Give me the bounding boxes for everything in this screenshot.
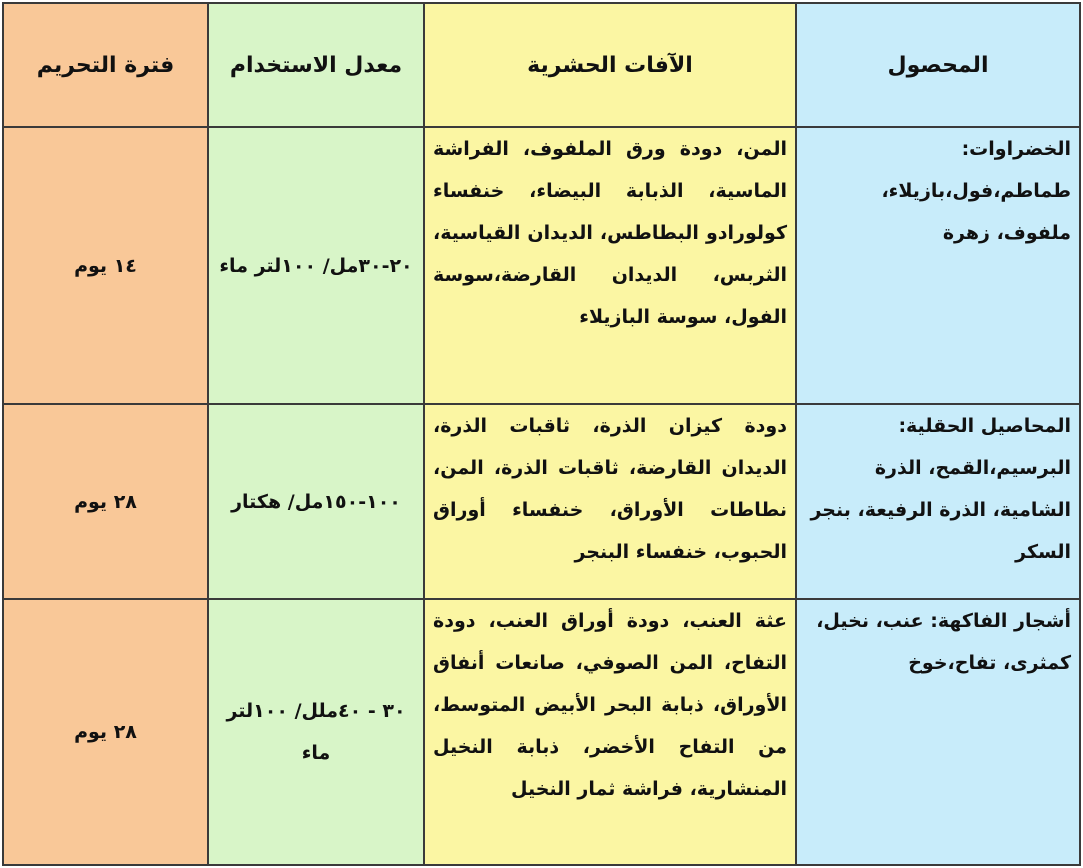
crop-cell: المحاصيل الحقلية: البرسيم،القمح، الذرة الشامية، الذرة الرفيعة، بنجر السكر bbox=[796, 404, 1080, 599]
table-header-row bbox=[3, 3, 1080, 127]
withholding-period-cell: ١٤ يوم bbox=[3, 127, 208, 404]
header-withholding-period: فترة التحريم bbox=[3, 3, 208, 127]
withholding-period-cell: ٢٨ يوم bbox=[3, 599, 208, 865]
table-row bbox=[3, 599, 1080, 865]
header-crop: المحصول bbox=[796, 3, 1080, 127]
usage-rate-cell: ٢٠-٣٠مل/ ١٠٠لتر ماء bbox=[208, 127, 424, 404]
withholding-period-cell: ٢٨ يوم bbox=[3, 404, 208, 599]
pests-cell: دودة كيزان الذرة، ثاقبات الذرة، الديدان القارضة، ثاقبات الذرة، المن، نطاطات الأوراق، خنفساء أوراق الحبوب، خنفساء البنجر bbox=[424, 404, 796, 599]
pesticide-table bbox=[2, 2, 1081, 866]
header-usage-rate: معدل الاستخدام bbox=[208, 3, 424, 127]
pests-cell: المن، دودة ورق الملفوف، الفراشة الماسية، الذبابة البيضاء، خنفساء كولورادو البطاطس، الديدان القياسية، الثربس، الديدان القارضة،سوسة الفول، سوسة البازيلاء bbox=[424, 127, 796, 404]
crop-cell: الخضراوات: طماطم،فول،بازيلاء، ملفوف، زهرة bbox=[796, 127, 1080, 404]
table-row bbox=[3, 404, 1080, 599]
usage-rate-cell: ١٠٠-١٥٠مل/ هكتار bbox=[208, 404, 424, 599]
crop-cell: أشجار الفاكهة: عنب، نخيل، كمثرى، تفاح،خوخ bbox=[796, 599, 1080, 865]
usage-rate-cell: ٣٠ - ٤٠ملل/ ١٠٠لتر ماء bbox=[208, 599, 424, 865]
header-pests: الآفات الحشرية bbox=[424, 3, 796, 127]
pests-cell: عثة العنب، دودة أوراق العنب، دودة التفاح، المن الصوفي، صانعات أنفاق الأوراق، ذبابة البحر الأبيض المتوسط، من التفاح الأخضر، ذبابة النخيل المنشارية، فراشة ثمار النخيل bbox=[424, 599, 796, 865]
table-row bbox=[3, 127, 1080, 404]
